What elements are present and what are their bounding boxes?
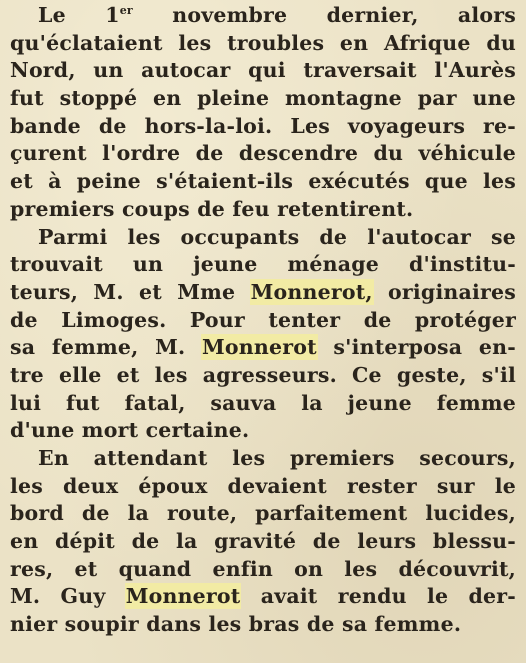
text-line	[10, 390, 516, 418]
text-line	[10, 417, 516, 445]
text-line	[10, 196, 516, 224]
text-segment: s'interposa en-	[316, 335, 516, 360]
text-line	[10, 334, 516, 362]
text-line	[10, 445, 516, 473]
text-segment: d'une mort certaine.	[10, 418, 250, 443]
text-line	[10, 85, 516, 113]
text-line	[10, 251, 516, 279]
text-segment: qu'éclataient les troubles en Afrique du	[10, 30, 516, 55]
text-segment: tre elle et les agresseurs. Ce geste, s'il	[10, 362, 516, 387]
text-segment: Le 1	[38, 3, 120, 27]
text-segment: nier soupir dans les bras de sa femme.	[10, 612, 462, 637]
text-segment: M. Guy	[10, 584, 126, 609]
text-line	[10, 224, 516, 252]
text-line	[10, 279, 516, 307]
text-line	[10, 528, 516, 556]
text-segment: trouvait un jeune ménage d'institu-	[10, 252, 516, 277]
highlighted-name: Monnerot,	[250, 279, 373, 304]
highlighted-name: Monnerot	[202, 335, 317, 360]
text-segment: bord de la route, parfaitement lucides,	[10, 501, 516, 526]
text-line	[10, 583, 516, 611]
text-line	[10, 473, 516, 501]
text-segment: çurent l'ordre de descendre du véhicule	[10, 141, 516, 166]
text-segment: Nord, un autocar qui traversait l'Aurès	[10, 58, 516, 83]
text-line	[10, 611, 516, 639]
text-line	[10, 57, 516, 85]
text-segment: teurs, M. et Mme	[10, 279, 251, 304]
text-line	[10, 30, 516, 58]
text-segment: res, et quand enfin on les découvrit,	[10, 556, 516, 581]
text-line	[10, 168, 516, 196]
ordinal-superscript: er	[119, 4, 133, 18]
text-segment: les deux époux devaient rester sur le	[10, 473, 516, 498]
text-segment: bande de hors-la-loi. Les voyageurs re-	[10, 113, 516, 138]
text-segment: originaires	[372, 279, 516, 304]
text-segment: sa femme, M.	[10, 335, 203, 360]
highlighted-name: Monnerot	[125, 584, 241, 609]
text-segment: Parmi les occupants de l'autocar se	[38, 224, 516, 249]
text-line	[10, 113, 516, 141]
text-line	[10, 500, 516, 528]
text-segment: de Limoges. Pour tenter de protéger	[10, 307, 516, 332]
text-line	[10, 556, 516, 584]
text-segment: novembre dernier, alors	[132, 3, 516, 27]
article-body	[10, 2, 516, 639]
text-line	[10, 362, 516, 390]
text-segment: avait rendu le der-	[240, 584, 516, 609]
text-line	[10, 2, 516, 30]
text-segment: En attendant les premiers secours,	[38, 446, 516, 470]
text-segment: et à peine s'étaient-ils exécutés que les	[10, 169, 516, 194]
text-line	[10, 307, 516, 335]
text-segment: fut stoppé en pleine montagne par une	[10, 86, 516, 111]
text-line	[10, 140, 516, 168]
text-segment: lui fut fatal, sauva la jeune femme	[10, 390, 516, 415]
text-segment: premiers coups de feu retentirent.	[10, 196, 414, 221]
text-segment: en dépit de la gravité de leurs blessu-	[10, 529, 516, 554]
